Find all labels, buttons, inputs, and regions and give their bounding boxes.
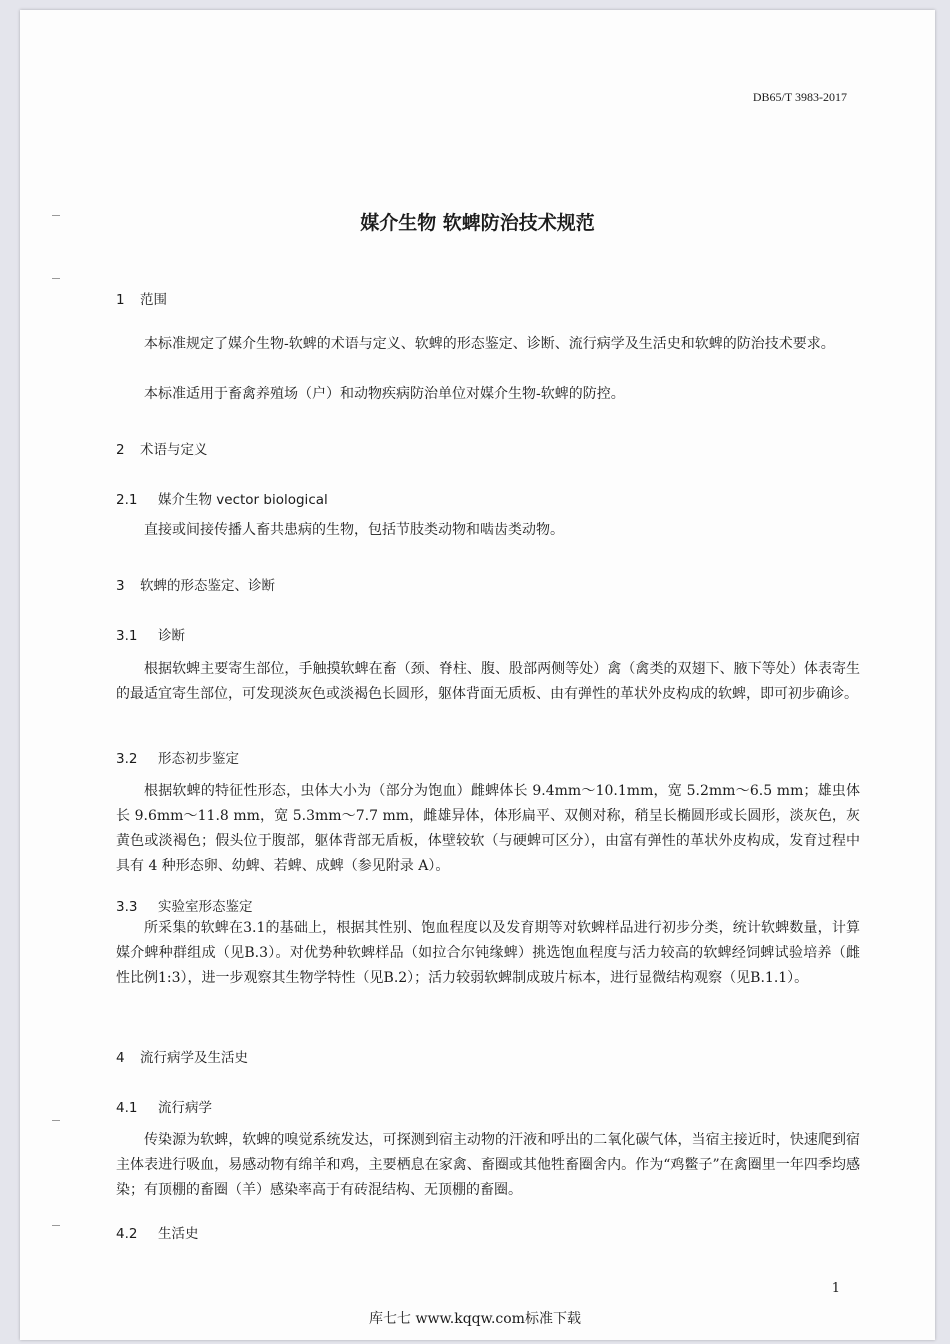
section-heading-4-2: 4.2 生活史 — [116, 1226, 199, 1242]
document-title: 媒介生物 软蜱防治技术规范 — [360, 212, 595, 234]
scan-mark — [52, 278, 60, 279]
paragraph: 根据软蜱主要寄生部位，手触摸软蜱在畜（颈、脊柱、腹、股部两侧等处）禽（禽类的双翅下、腋下等处）体表寄生的最适宜寄生部位，可发现淡灰色或淡褐色长圆形，躯体背面无质板、由有弹性的革状外皮构成的软蜱，即可初步确诊。 — [116, 661, 860, 702]
section-heading-4: 4 流行病学及生活史 — [116, 1050, 248, 1066]
paragraph: 直接或间接传播人畜共患病的生物，包括节肢类动物和啮齿类动物。 — [144, 522, 564, 538]
page-number: 1 — [831, 1281, 840, 1296]
section-heading-3: 3 软蜱的形态鉴定、诊断 — [116, 578, 275, 594]
paragraph: 所采集的软蜱在3.1的基础上，根据其性别、饱血程度以及发育期等对软蜱样品进行初步分类，统计软蜱数量，计算媒介蜱种群组成（见B.3）。对优势种软蜱样品（如拉合尔钝缘蜱）挑选饱血程度与活力较高的软蜱经饲蜱试验培养（雌性比例1:3），进一步观察其生物学特性（见B.2）；活力较弱软蜱制成玻片标本，进行显微结构观察（见B.1.1）。 — [116, 920, 860, 986]
section-heading-1: 1 范围 — [116, 292, 167, 308]
footer-watermark: 库七七 www.kqqw.com标准下载 — [369, 1311, 581, 1327]
section-heading-3-2: 3.2 形态初步鉴定 — [116, 751, 239, 767]
section-heading-3-3: 3.3 实验室形态鉴定 — [116, 899, 253, 915]
scan-mark — [52, 1225, 60, 1226]
scan-mark — [52, 1120, 60, 1121]
paragraph: 本标准规定了媒介生物-软蜱的术语与定义、软蜱的形态鉴定、诊断、流行病学及生活史和软蜱的防治技术要求。 — [144, 336, 835, 352]
standard-code: DB65/T 3983-2017 — [752, 90, 847, 104]
section-heading-2: 2 术语与定义 — [116, 442, 208, 458]
paragraph: 本标准适用于畜禽养殖场（户）和动物疾病防治单位对媒介生物-软蜱的防控。 — [144, 386, 625, 402]
document-page — [20, 10, 935, 1340]
section-heading-2-1: 2.1 媒介生物 vector biological — [116, 492, 328, 508]
section-heading-3-1: 3.1 诊断 — [116, 628, 185, 644]
section-heading-4-1: 4.1 流行病学 — [116, 1100, 212, 1116]
paragraph: 传染源为软蜱，软蜱的嗅觉系统发达，可探测到宿主动物的汗液和呼出的二氧化碳气体，当宿主接近时，快速爬到宿主体表进行吸血，易感动物有绵羊和鸡，主要栖息在家禽、畜圈或其他牲畜圈舍内。作为“鸡鳖子”在禽圈里一年四季均感染；有顶棚的畜圈（羊）感染率高于有砖混结构、无顶棚的畜圈。 — [116, 1132, 860, 1198]
paragraph: 根据软蜱的特征性形态，虫体大小为（部分为饱血）雌蜱体长 9.4mm～10.1mm，宽 5.2mm～6.5 mm；雄虫体长 9.6mm～11.8 mm，宽 5.3mm～7.7 mm，雌雄异体，体形扁平、双侧对称，稍呈长椭圆形或长圆形，淡灰色，灰黄色或淡褐色；假头位于腹部，躯体背部无盾板，体壁较软（与硬蜱可区分），由富有弹性的革状外皮构成，发育过程中具有 4 种形态卵、幼蜱、若蜱、成蜱（参见附录 A）。 — [116, 783, 860, 874]
